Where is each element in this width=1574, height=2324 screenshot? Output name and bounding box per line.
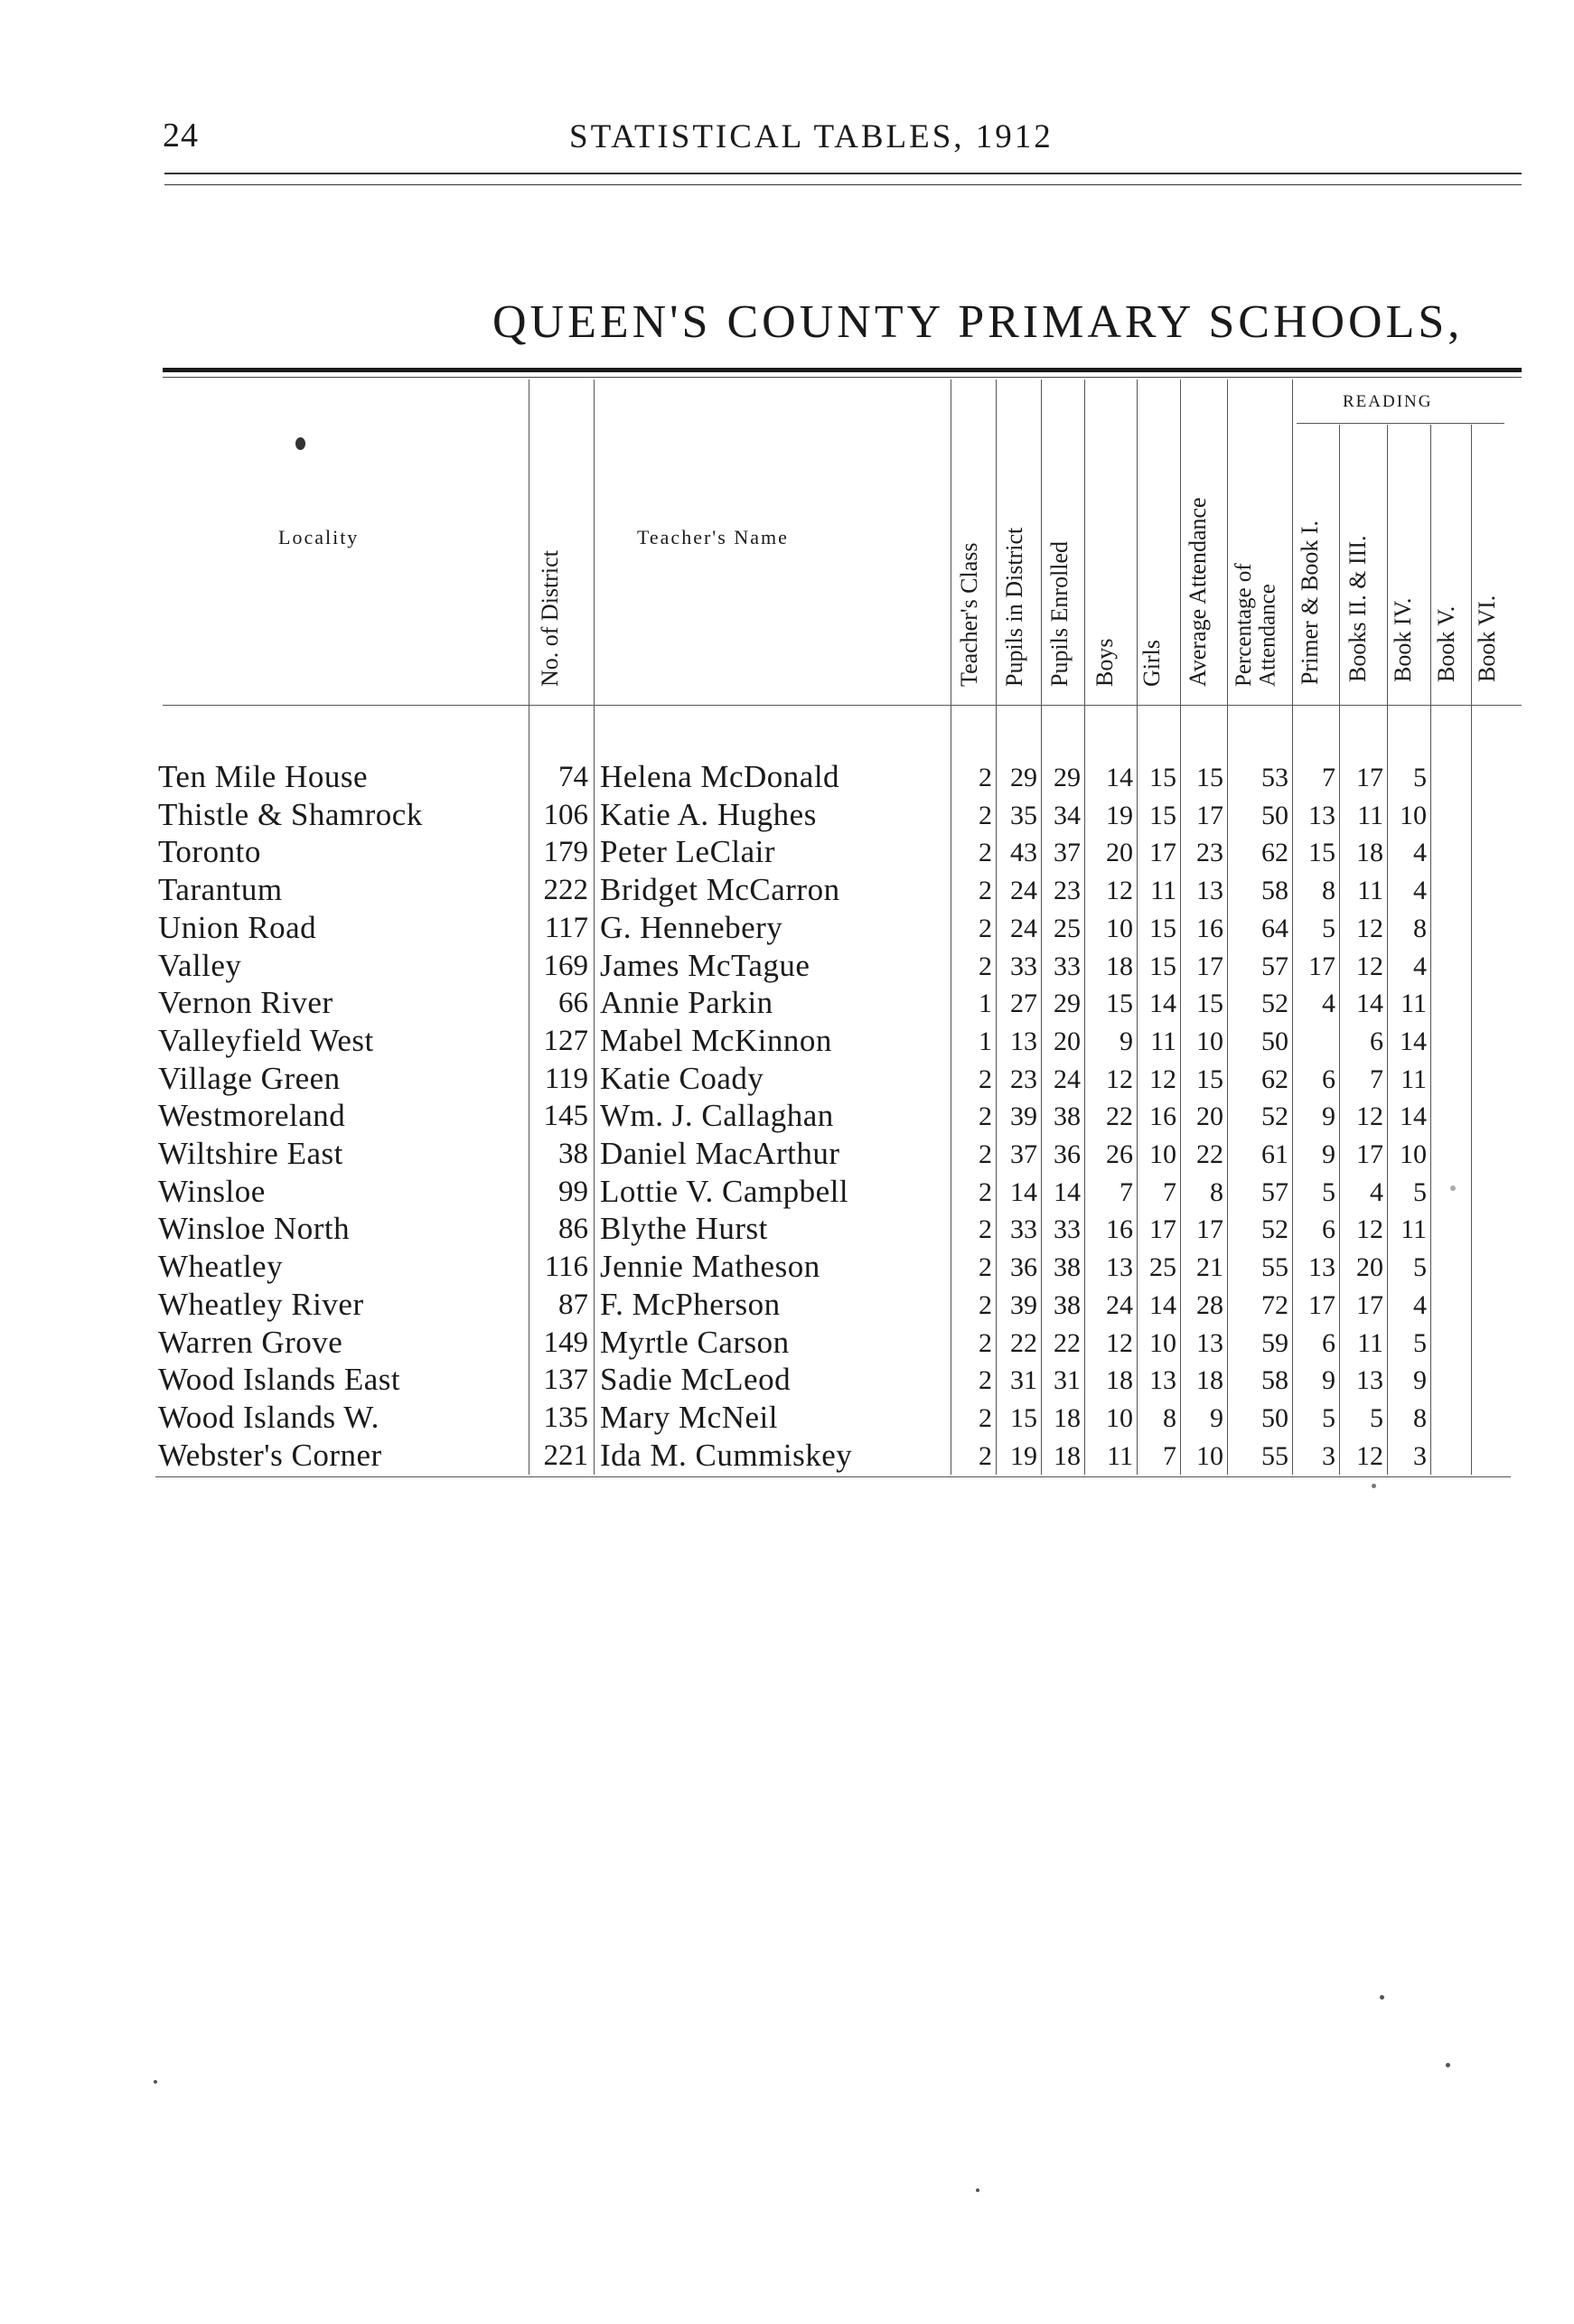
header-primer-book-1: Primer & Book I.: [1297, 520, 1323, 685]
cell-b4: 5: [1413, 1327, 1427, 1358]
header-average-attendance: Average Attendance: [1185, 497, 1211, 687]
cell-b4: 14: [1400, 1026, 1427, 1056]
cell-teacher: James McTague: [600, 947, 810, 983]
cell-avg: 17: [1196, 800, 1223, 830]
header-teacher-name: Teacher's Name: [637, 526, 789, 548]
cell-pct: 58: [1261, 876, 1288, 906]
cell-enrolled: 18: [1054, 1440, 1081, 1471]
cell-locality: Wheatley River: [158, 1286, 364, 1322]
cell-enrolled: 38: [1054, 1252, 1081, 1283]
cell-b23: 11: [1357, 1327, 1383, 1358]
cell-girls: 8: [1163, 1402, 1176, 1433]
cell-avg: 20: [1196, 1101, 1223, 1132]
cell-district: 169: [543, 949, 588, 982]
cell-teacher: Katie Coady: [600, 1060, 764, 1096]
cell-teacher: Daniel MacArthur: [600, 1136, 840, 1171]
table-top-rule: [163, 368, 1522, 372]
cell-district: 221: [543, 1438, 588, 1472]
cell-cls: 2: [979, 763, 992, 792]
cell-teacher: Myrtle Carson: [600, 1324, 790, 1360]
cell-b23: 12: [1356, 1214, 1383, 1245]
cell-avg: 18: [1196, 1365, 1223, 1396]
header-locality: Locality: [278, 526, 360, 548]
header-percentage-of-attendance: [1232, 474, 1283, 687]
cell-pct: 50: [1261, 1402, 1288, 1433]
cell-cls: 2: [979, 1139, 992, 1169]
cell-district: 135: [543, 1401, 588, 1434]
column-rule: [594, 380, 595, 1475]
print-speck: [1372, 1484, 1376, 1488]
cell-locality: Warren Grove: [158, 1324, 343, 1360]
cell-primer: 6: [1322, 1327, 1335, 1358]
cell-pct: 58: [1261, 1365, 1288, 1396]
cell-district: 117: [544, 911, 588, 944]
cell-primer: 13: [1308, 800, 1335, 830]
cell-teacher: Mary McNeil: [600, 1399, 778, 1435]
print-speck: [1450, 1185, 1456, 1191]
cell-girls: 16: [1149, 1101, 1176, 1132]
header-bottom-rule: [163, 705, 1522, 706]
cell-locality: Village Green: [158, 1060, 341, 1096]
header-percentage-line2: Attendance: [1255, 584, 1280, 687]
cell-teacher: Peter LeClair: [600, 834, 776, 870]
cell-boys: 7: [1120, 1176, 1133, 1207]
print-speck: [1446, 2063, 1450, 2067]
cell-teacher: Helena McDonald: [600, 759, 840, 794]
cell-primer: 3: [1322, 1440, 1335, 1471]
cell-teacher: Annie Parkin: [600, 985, 773, 1021]
cell-locality: Vernon River: [158, 985, 333, 1021]
cell-boys: 18: [1106, 1365, 1133, 1396]
cell-locality: Thistle & Shamrock: [158, 796, 423, 832]
cell-boys: 15: [1106, 989, 1133, 1019]
print-speck: [976, 2188, 979, 2192]
cell-b4: 5: [1413, 1176, 1427, 1207]
cell-b23: 7: [1370, 1064, 1383, 1094]
cell-enrolled: 37: [1054, 838, 1081, 868]
header-book-4: Book IV.: [1390, 597, 1416, 682]
cell-primer: 4: [1322, 989, 1335, 1019]
section-title: QUEEN'S COUNTY PRIMARY SCHOOLS,: [492, 296, 1464, 348]
cell-district: 106: [543, 798, 588, 831]
cell-girls: 14: [1149, 1289, 1176, 1320]
cell-pct: 52: [1261, 989, 1288, 1019]
cell-b23: 18: [1356, 838, 1383, 868]
cell-b4: 3: [1413, 1440, 1427, 1471]
cell-teacher: Bridget McCarron: [600, 872, 840, 908]
cell-locality: Toronto: [158, 834, 261, 870]
cell-pupils: 39: [1010, 1101, 1037, 1132]
cell-avg: 17: [1196, 951, 1223, 981]
cell-cls: 2: [979, 1327, 992, 1358]
cell-boys: 24: [1106, 1289, 1133, 1320]
cell-avg: 13: [1196, 1327, 1223, 1358]
cell-cls: 2: [979, 1402, 992, 1433]
cell-district: 137: [543, 1363, 588, 1397]
cell-locality: Westmoreland: [158, 1098, 346, 1134]
cell-pct: 53: [1261, 763, 1288, 792]
cell-teacher: Wm. J. Callaghan: [600, 1098, 834, 1134]
cell-pct: 52: [1261, 1101, 1288, 1132]
cell-teacher: Jennie Matheson: [600, 1249, 820, 1285]
cell-pupils: 31: [1010, 1365, 1037, 1396]
cell-primer: 15: [1308, 838, 1335, 868]
cell-primer: 9: [1322, 1101, 1335, 1132]
cell-girls: 15: [1149, 913, 1176, 943]
cell-cls: 1: [979, 1026, 992, 1056]
cell-enrolled: 36: [1054, 1139, 1081, 1169]
cell-district: 74: [558, 761, 588, 793]
cell-pct: 50: [1261, 800, 1288, 830]
cell-primer: 9: [1322, 1365, 1335, 1396]
cell-boys: 26: [1106, 1139, 1133, 1169]
cell-boys: 19: [1106, 800, 1133, 830]
column-rule: [1471, 425, 1472, 1475]
cell-cls: 2: [979, 1289, 992, 1320]
cell-b23: 20: [1356, 1252, 1383, 1283]
cell-pct: 57: [1261, 1176, 1288, 1207]
cell-locality: Valleyfield West: [158, 1022, 374, 1058]
cell-cls: 2: [979, 1064, 992, 1094]
cell-b4: 8: [1413, 1402, 1427, 1433]
cell-enrolled: 20: [1054, 1026, 1081, 1056]
cell-girls: 10: [1149, 1139, 1176, 1169]
cell-girls: 11: [1150, 876, 1176, 906]
cell-girls: 11: [1150, 1026, 1176, 1056]
cell-locality: Winsloe: [158, 1173, 266, 1209]
cell-pupils: 39: [1010, 1289, 1037, 1320]
cell-b4: 8: [1413, 913, 1427, 943]
cell-cls: 2: [979, 913, 992, 943]
cell-b4: 4: [1413, 951, 1427, 981]
cell-primer: 5: [1322, 1402, 1335, 1433]
cell-district: 145: [543, 1100, 588, 1133]
cell-girls: 25: [1149, 1252, 1176, 1283]
cell-pct: 64: [1261, 913, 1288, 943]
cell-primer: 6: [1322, 1214, 1335, 1245]
cell-locality: Wood Islands W.: [158, 1399, 379, 1435]
cell-pct: 55: [1261, 1440, 1288, 1471]
cell-teacher: Sadie McLeod: [600, 1362, 792, 1398]
cell-teacher: Blythe Hurst: [600, 1211, 768, 1247]
header-boys: Boys: [1091, 638, 1118, 687]
cell-boys: 20: [1106, 838, 1133, 868]
cell-pct: 50: [1261, 1026, 1288, 1056]
cell-cls: 2: [979, 1101, 992, 1132]
cell-boys: 12: [1106, 876, 1133, 906]
cell-boys: 13: [1106, 1252, 1133, 1283]
cell-boys: 18: [1106, 951, 1133, 981]
cell-district: 222: [543, 874, 588, 907]
cell-enrolled: 31: [1054, 1365, 1081, 1396]
cell-avg: 28: [1196, 1289, 1223, 1320]
cell-cls: 2: [979, 800, 992, 830]
cell-pct: 62: [1261, 838, 1288, 868]
header-teachers-class: Teacher's Class: [956, 542, 982, 687]
cell-primer: 8: [1322, 876, 1335, 906]
cell-primer: 7: [1322, 763, 1335, 792]
cell-pupils: 36: [1010, 1252, 1037, 1283]
cell-avg: 13: [1196, 876, 1223, 906]
cell-girls: 15: [1149, 800, 1176, 830]
cell-cls: 2: [979, 951, 992, 981]
header-pupils-in-district: Pupils in District: [1001, 527, 1027, 687]
cell-pupils: 33: [1010, 951, 1037, 981]
cell-b23: 17: [1356, 1139, 1383, 1169]
cell-cls: 2: [979, 1440, 992, 1471]
cell-cls: 2: [979, 1176, 992, 1207]
cell-district: 119: [544, 1062, 588, 1095]
cell-pupils: 37: [1010, 1139, 1037, 1169]
cell-avg: 23: [1196, 838, 1223, 868]
cell-primer: 9: [1322, 1139, 1335, 1169]
cell-locality: Tarantum: [158, 872, 283, 908]
header-rule: [164, 173, 1522, 174]
cell-b23: 17: [1356, 763, 1383, 792]
cell-enrolled: 18: [1054, 1402, 1081, 1433]
cell-cls: 2: [979, 1365, 992, 1396]
cell-pupils: 15: [1010, 1402, 1037, 1433]
cell-avg: 15: [1196, 763, 1223, 792]
cell-b4: 4: [1413, 1289, 1427, 1320]
table-top-thin-rule: [163, 377, 1522, 378]
cell-primer: 17: [1308, 1289, 1335, 1320]
cell-pct: 57: [1261, 951, 1288, 981]
cell-avg: 9: [1210, 1402, 1223, 1433]
header-percentage-line1: Percentage of: [1232, 563, 1256, 687]
cell-enrolled: 33: [1054, 951, 1081, 981]
cell-b4: 4: [1413, 876, 1427, 906]
cell-b23: 11: [1357, 800, 1383, 830]
column-rule: [1430, 425, 1431, 1475]
cell-avg: 8: [1210, 1176, 1223, 1207]
cell-b23: 12: [1356, 951, 1383, 981]
cell-boys: 14: [1106, 763, 1133, 792]
cell-district: 87: [558, 1288, 588, 1321]
cell-enrolled: 34: [1054, 800, 1081, 830]
cell-boys: 10: [1106, 1402, 1133, 1433]
cell-locality: Winsloe North: [158, 1211, 351, 1247]
cell-pupils: 43: [1010, 838, 1037, 868]
cell-cls: 1: [979, 989, 992, 1019]
cell-district: 66: [558, 987, 588, 1020]
cell-teacher: Katie A. Hughes: [600, 796, 817, 832]
cell-enrolled: 22: [1054, 1327, 1081, 1358]
cell-locality: Ten Mile House: [158, 759, 369, 794]
cell-b4: 10: [1400, 1139, 1427, 1169]
print-speck: [154, 2080, 157, 2084]
cell-girls: 13: [1149, 1365, 1176, 1396]
cell-b23: 14: [1356, 989, 1383, 1019]
cell-primer: 5: [1322, 1176, 1335, 1207]
bullet-mark: [295, 437, 305, 450]
cell-avg: 17: [1196, 1214, 1223, 1245]
cell-locality: Wheatley: [158, 1249, 284, 1285]
cell-primer: 5: [1322, 913, 1335, 943]
cell-b23: 11: [1357, 876, 1383, 906]
cell-pupils: 29: [1010, 763, 1037, 792]
cell-teacher: Lottie V. Campbell: [600, 1173, 849, 1209]
cell-locality: Wood Islands East: [158, 1362, 401, 1398]
cell-cls: 2: [979, 838, 992, 868]
cell-cls: 2: [979, 1252, 992, 1283]
cell-enrolled: 25: [1054, 913, 1081, 943]
cell-enrolled: 29: [1054, 763, 1081, 792]
cell-girls: 12: [1149, 1064, 1176, 1094]
cell-district: 149: [543, 1326, 588, 1359]
cell-boys: 16: [1106, 1214, 1133, 1245]
cell-b4: 9: [1413, 1365, 1427, 1396]
cell-district: 86: [558, 1213, 588, 1246]
cell-district: 38: [558, 1138, 588, 1170]
cell-enrolled: 24: [1054, 1064, 1081, 1094]
cell-teacher: G. Hennebery: [600, 909, 783, 945]
cell-b4: 5: [1413, 763, 1427, 792]
cell-pupils: 14: [1010, 1176, 1037, 1207]
cell-avg: 22: [1196, 1139, 1223, 1169]
header-book-5: Book V.: [1433, 605, 1459, 682]
cell-locality: Webster's Corner: [158, 1437, 382, 1473]
cell-teacher: F. McPherson: [600, 1286, 781, 1322]
cell-pct: 52: [1261, 1214, 1288, 1245]
cell-primer: 6: [1322, 1064, 1335, 1094]
cell-enrolled: 14: [1054, 1176, 1081, 1207]
table-bottom-rule: [155, 1476, 1511, 1477]
cell-pupils: 33: [1010, 1214, 1037, 1245]
cell-b4: 11: [1401, 1214, 1427, 1245]
cell-b23: 12: [1356, 1101, 1383, 1132]
cell-district: 99: [558, 1175, 588, 1208]
cell-b4: 5: [1413, 1252, 1427, 1283]
cell-enrolled: 23: [1054, 876, 1081, 906]
cell-boys: 22: [1106, 1101, 1133, 1132]
cell-b4: 11: [1401, 989, 1427, 1019]
cell-boys: 12: [1106, 1064, 1133, 1094]
cell-pct: 59: [1261, 1327, 1288, 1358]
cell-girls: 17: [1149, 838, 1176, 868]
page-number: 24: [163, 117, 199, 155]
cell-pct: 55: [1261, 1252, 1288, 1283]
cell-primer: 17: [1308, 951, 1335, 981]
running-head: STATISTICAL TABLES, 1912: [569, 118, 1054, 155]
cell-pupils: 27: [1010, 989, 1037, 1019]
print-speck: [1380, 1995, 1384, 2000]
cell-girls: 17: [1149, 1214, 1176, 1245]
cell-avg: 10: [1196, 1440, 1223, 1471]
cell-girls: 14: [1149, 989, 1176, 1019]
cell-b4: 14: [1400, 1101, 1427, 1132]
cell-girls: 10: [1149, 1327, 1176, 1358]
cell-district: 179: [543, 836, 588, 869]
cell-b4: 4: [1413, 838, 1427, 868]
cell-avg: 15: [1196, 989, 1223, 1019]
cell-teacher: Ida M. Cummiskey: [600, 1437, 853, 1473]
cell-avg: 21: [1196, 1252, 1223, 1283]
cell-pupils: 13: [1010, 1026, 1037, 1056]
header-girls: Girls: [1138, 640, 1165, 687]
cell-locality: Valley: [158, 947, 242, 983]
cell-pupils: 24: [1010, 913, 1037, 943]
cell-enrolled: 38: [1054, 1101, 1081, 1132]
header-pupils-enrolled: Pupils Enrolled: [1046, 540, 1073, 687]
cell-boys: 11: [1107, 1440, 1133, 1471]
header-reading-group: READING: [1343, 392, 1433, 411]
cell-district: 127: [543, 1024, 588, 1057]
cell-boys: 10: [1106, 913, 1133, 943]
cell-cls: 2: [979, 876, 992, 906]
cell-pct: 62: [1261, 1064, 1288, 1094]
cell-girls: 7: [1163, 1176, 1176, 1207]
cell-b23: 4: [1370, 1176, 1383, 1207]
cell-avg: 16: [1196, 913, 1223, 943]
cell-pct: 72: [1261, 1289, 1288, 1320]
cell-b23: 17: [1356, 1289, 1383, 1320]
cell-pct: 61: [1261, 1139, 1288, 1169]
cell-b23: 12: [1356, 913, 1383, 943]
cell-cls: 2: [979, 1214, 992, 1245]
header-district-number: No. of District: [537, 550, 563, 687]
cell-b4: 10: [1400, 800, 1427, 830]
cell-girls: 15: [1149, 951, 1176, 981]
cell-enrolled: 33: [1054, 1214, 1081, 1245]
cell-b4: 11: [1401, 1064, 1427, 1094]
cell-girls: 15: [1149, 763, 1176, 792]
cell-b23: 5: [1370, 1402, 1383, 1433]
cell-pupils: 23: [1010, 1064, 1037, 1094]
cell-b23: 13: [1356, 1365, 1383, 1396]
cell-pupils: 35: [1010, 800, 1037, 830]
cell-pupils: 24: [1010, 876, 1037, 906]
cell-enrolled: 38: [1054, 1289, 1081, 1320]
cell-boys: 9: [1120, 1026, 1133, 1056]
cell-teacher: Mabel McKinnon: [600, 1022, 832, 1058]
cell-boys: 12: [1106, 1327, 1133, 1358]
cell-b23: 6: [1370, 1026, 1383, 1056]
header-books-2-3: Books II. & III.: [1344, 535, 1371, 682]
cell-enrolled: 29: [1054, 989, 1081, 1019]
cell-district: 116: [544, 1251, 588, 1284]
header-rule-secondary: [164, 184, 1522, 185]
cell-avg: 10: [1196, 1026, 1223, 1056]
header-book-6: Book VI.: [1474, 595, 1500, 682]
cell-pupils: 19: [1010, 1440, 1037, 1471]
cell-primer: 13: [1308, 1252, 1335, 1283]
cell-b23: 12: [1356, 1440, 1383, 1471]
cell-locality: Union Road: [158, 909, 317, 945]
cell-locality: Wiltshire East: [158, 1136, 343, 1171]
cell-avg: 15: [1196, 1064, 1223, 1094]
cell-girls: 7: [1163, 1440, 1176, 1471]
cell-pupils: 22: [1010, 1327, 1037, 1358]
